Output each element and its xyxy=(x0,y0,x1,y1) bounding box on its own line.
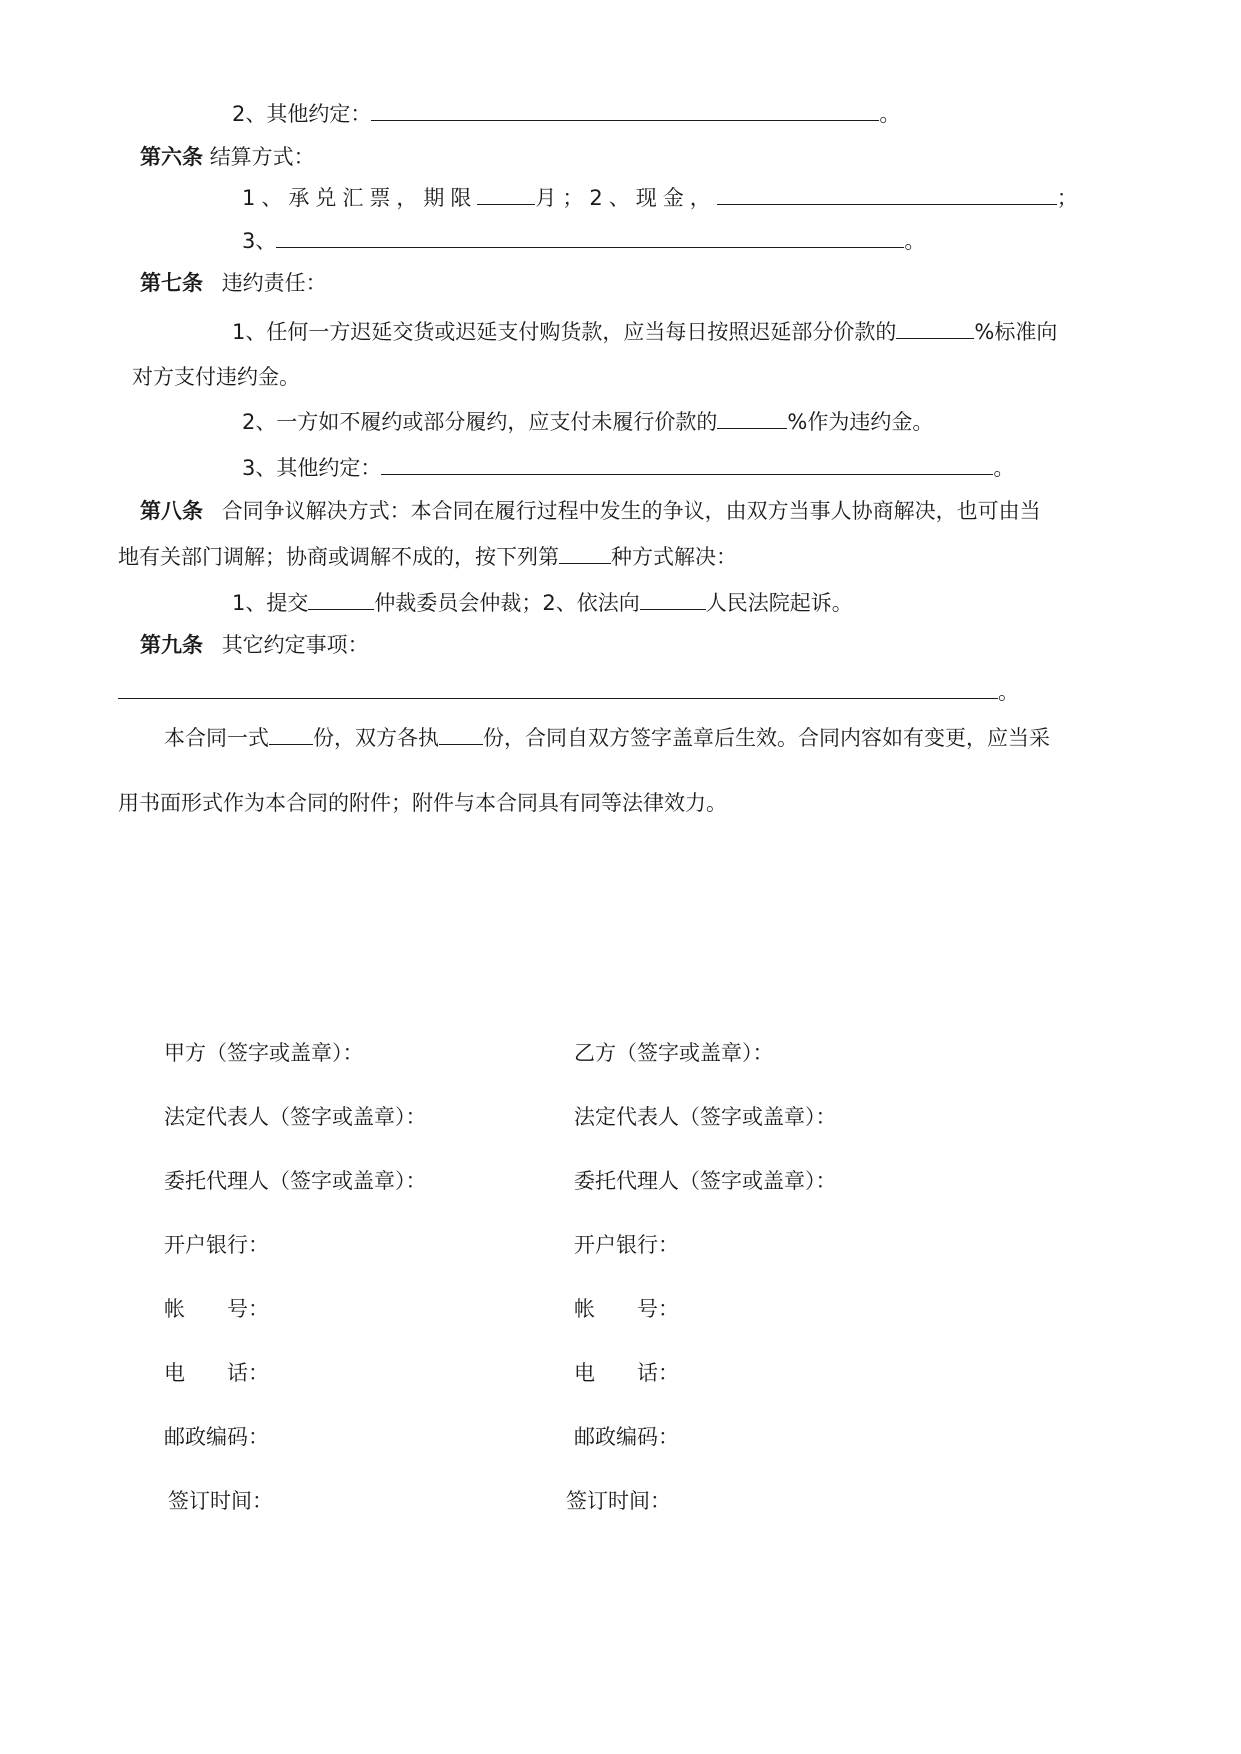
blank-copies-each[interactable] xyxy=(439,722,483,745)
blank-court[interactable] xyxy=(640,587,706,610)
article-text: 合同争议解决方式：本合同在履行过程中发生的争议，由双方当事人协商解决，也可由当 xyxy=(221,499,1041,523)
clause-label: 2、其他约定： xyxy=(232,102,372,126)
article-9-heading xyxy=(140,630,369,660)
closing-text: 份，合同自双方签字盖章后生效。合同内容如有变更，应当采 xyxy=(483,726,1050,750)
option-text: 1、提交 xyxy=(232,591,309,615)
option-text: 仲裁委员会仲裁；2、依法向 xyxy=(374,591,640,615)
article-heading: 违约责任： xyxy=(221,271,327,295)
closing-text: 份，双方各执 xyxy=(313,726,439,750)
sig-party-a-account: 帐 号： xyxy=(164,1297,269,1321)
sig-party-b-phone: 电 话： xyxy=(574,1361,679,1385)
sig-party-a-phone: 电 话： xyxy=(164,1361,269,1385)
item-text: %作为违约金。 xyxy=(787,410,934,434)
item-text: %标准向 xyxy=(974,320,1058,344)
item-text: 2、一方如不履约或部分履约，应支付未履行价款的 xyxy=(242,410,718,434)
semicolon: ； xyxy=(1056,186,1084,210)
blank-field[interactable] xyxy=(118,676,998,699)
blank-month[interactable] xyxy=(477,182,535,205)
blank-field[interactable] xyxy=(371,98,879,121)
sig-party-b-name: 乙方（签字或盖章）： xyxy=(574,1041,774,1065)
item-text: 1、承兑汇票，期限 xyxy=(242,186,478,210)
period: 。 xyxy=(993,456,1015,480)
article-text: 种方式解决： xyxy=(611,545,737,569)
settlement-item-1 xyxy=(242,182,1084,213)
article-heading: 结算方式： xyxy=(209,145,315,169)
period: 。 xyxy=(998,680,1019,704)
article-number: 第九条 xyxy=(140,633,203,657)
blank-cash[interactable] xyxy=(717,182,1057,205)
period: 。 xyxy=(879,102,901,126)
sig-party-a-bank: 开户银行： xyxy=(164,1233,269,1257)
sig-party-b-bank: 开户银行： xyxy=(574,1233,679,1257)
closing-line-1 xyxy=(164,722,1050,753)
dispute-options xyxy=(232,587,853,618)
blank-option-number[interactable] xyxy=(559,541,611,564)
sig-party-b-date: 签订时间： xyxy=(566,1489,671,1513)
clause-other-agreement xyxy=(232,98,900,129)
blank-field[interactable] xyxy=(381,452,993,475)
article-number: 第七条 xyxy=(140,271,203,295)
article-number: 第六条 xyxy=(140,145,203,169)
liability-item-2 xyxy=(242,406,933,437)
item-label: 3、其他约定： xyxy=(242,456,382,480)
settlement-item-3 xyxy=(242,225,925,256)
option-text: 人民法院起诉。 xyxy=(705,591,853,615)
article-text: 地有关部门调解；协商或调解不成的，按下列第 xyxy=(118,545,559,569)
sig-party-a-legal-rep: 法定代表人（签字或盖章）： xyxy=(164,1105,427,1129)
blank-field[interactable] xyxy=(276,225,904,248)
sig-party-a-agent: 委托代理人（签字或盖章）： xyxy=(164,1169,427,1193)
article-number: 第八条 xyxy=(140,499,203,523)
sig-party-b-legal-rep: 法定代表人（签字或盖章）： xyxy=(574,1105,837,1129)
closing-line-2: 用书面形式作为本合同的附件；附件与本合同具有同等法律效力。 xyxy=(118,791,727,815)
liability-item-1-cont: 对方支付违约金。 xyxy=(132,365,300,389)
item-label: 3、 xyxy=(242,229,277,253)
closing-text: 本合同一式 xyxy=(164,726,269,750)
article-7-heading xyxy=(140,268,327,298)
article-heading: 其它约定事项： xyxy=(221,633,369,657)
blank-arbitration[interactable] xyxy=(308,587,374,610)
article-9-blank-line xyxy=(118,676,1019,707)
article-8-line-1 xyxy=(140,496,1041,526)
item-text: 月；2、现金， xyxy=(535,186,717,210)
blank-percent[interactable] xyxy=(896,316,974,339)
blank-copies[interactable] xyxy=(269,722,313,745)
sig-party-b-account: 帐 号： xyxy=(574,1297,679,1321)
period: 。 xyxy=(904,229,926,253)
article-6-heading xyxy=(140,142,315,172)
sig-party-a-date: 签订时间： xyxy=(168,1489,273,1513)
sig-party-a-postcode: 邮政编码： xyxy=(164,1425,269,1449)
sig-party-a-name: 甲方（签字或盖章）： xyxy=(164,1041,364,1065)
article-8-line-2 xyxy=(118,541,737,572)
sig-party-b-postcode: 邮政编码： xyxy=(574,1425,679,1449)
liability-item-3 xyxy=(242,452,1014,483)
sig-party-b-agent: 委托代理人（签字或盖章）： xyxy=(574,1169,837,1193)
item-text: 1、任何一方迟延交货或迟延支付购货款，应当每日按照迟延部分价款的 xyxy=(232,320,897,344)
blank-percent[interactable] xyxy=(717,406,787,429)
liability-item-1 xyxy=(232,316,1057,347)
